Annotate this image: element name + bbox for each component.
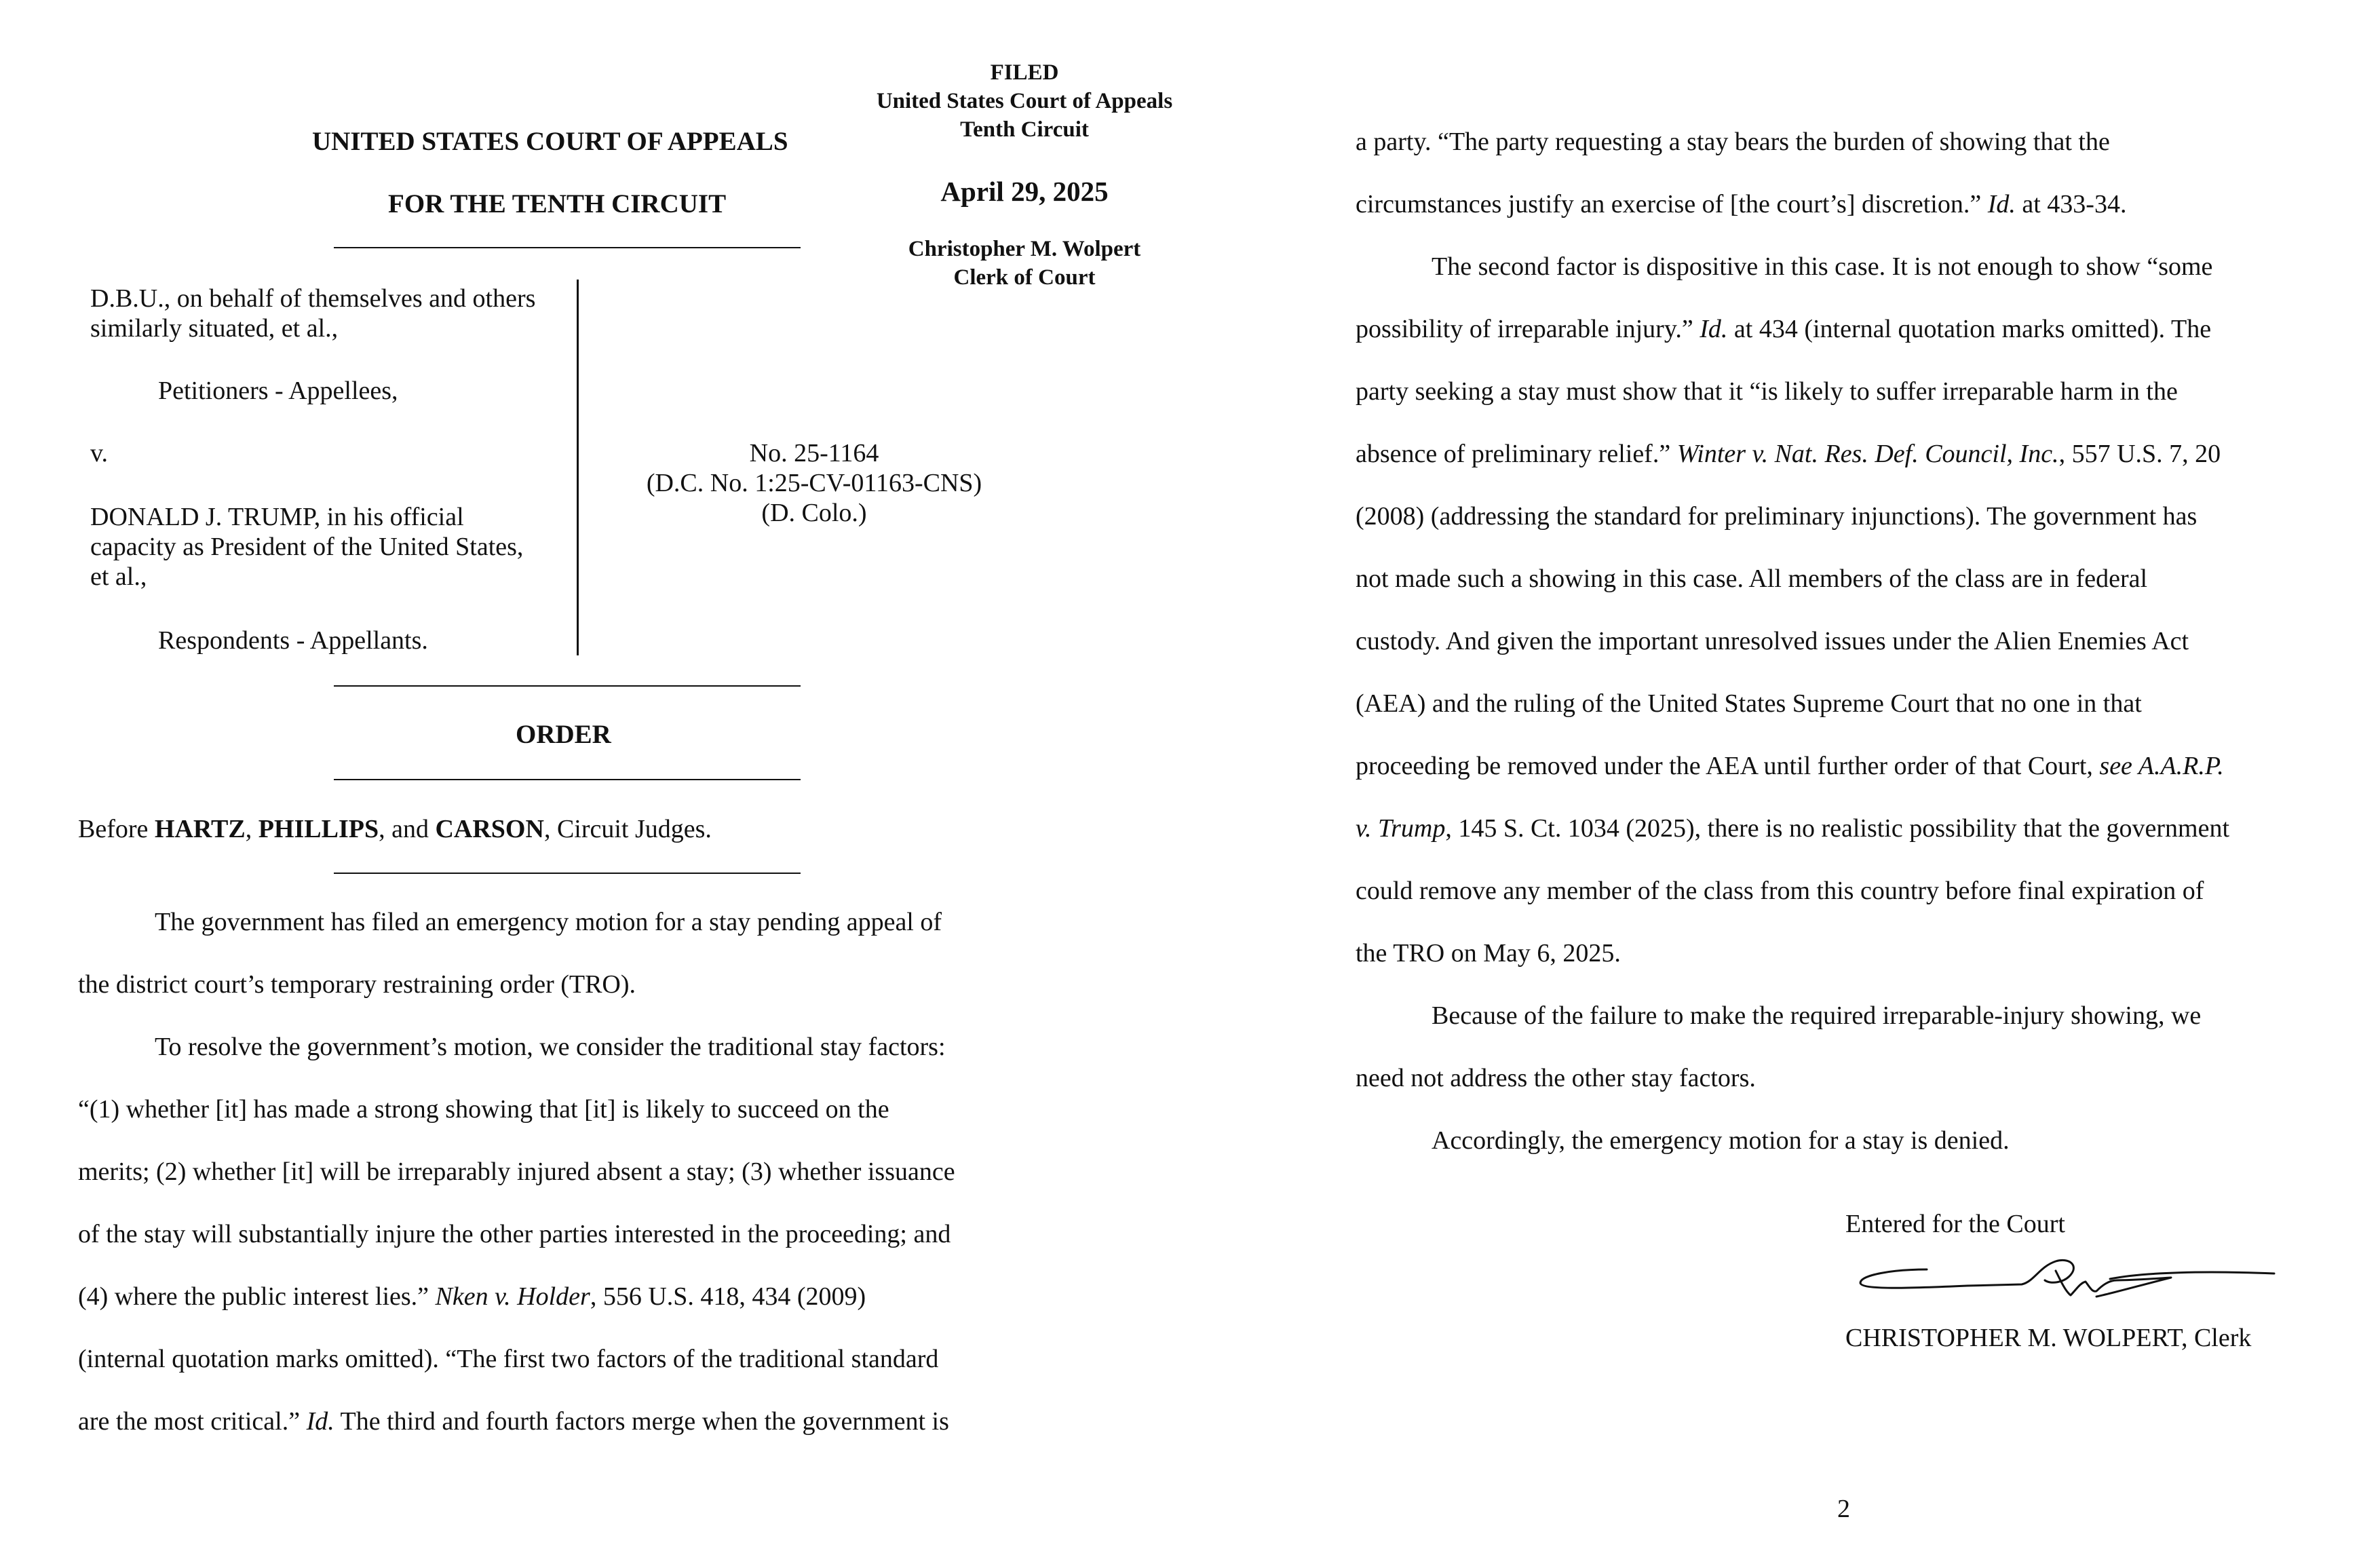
right-line-4c: at 434 (internal quotation marks omitted). The <box>1727 315 2212 343</box>
citation-id-2: Id. <box>1987 190 2016 218</box>
panel-sep-2: , and <box>379 815 436 843</box>
panel-rule <box>334 873 801 874</box>
left-line-8: (internal quotation marks omitted). “The first two factors of the traditional standard <box>78 1345 939 1373</box>
filed-circuit: Tenth Circuit <box>960 117 1089 142</box>
left-line-9c: The third and fourth factors merge when the government is <box>334 1407 949 1436</box>
citation-nken: Nken v. Holder <box>435 1282 590 1311</box>
left-line-4: “(1) whether [it] has made a strong showing that [it] is likely to succeed on the <box>78 1095 889 1124</box>
right-line-2a: circumstances justify an exercise of [the court’s] discretion.” <box>1356 190 1988 218</box>
left-line-1: The government has filed an emergency motion for a stay pending appeal of <box>155 908 942 936</box>
citation-aarp: see A.A.R.P. <box>2099 752 2224 780</box>
page-number: 2 <box>1837 1495 1850 1523</box>
petitioner-line-1: D.B.U., on behalf of themselves and others <box>90 284 536 313</box>
judge-carson: CARSON <box>435 815 544 843</box>
left-line-7 <box>78 1284 866 1309</box>
panel-sep-1: , <box>245 815 258 843</box>
filed-stamp <box>855 58 1194 144</box>
right-line-8: not made such a showing in this case. All members of the class are in federal <box>1356 564 2148 593</box>
versus: v. <box>90 439 109 467</box>
left-line-9 <box>78 1409 949 1434</box>
right-line-6 <box>1356 441 2221 467</box>
right-line-13: could remove any member of the class from this country before final expiration of <box>1356 877 2204 905</box>
right-line-16: need not address the other stay factors. <box>1356 1064 1756 1092</box>
district-court: (D. Colo.) <box>761 499 867 527</box>
caption-rule <box>334 685 801 687</box>
left-line-9a: are the most critical.” <box>78 1407 307 1436</box>
order-title: ORDER <box>516 720 611 749</box>
citation-winter: Winter v. Nat. Res. Def. Council, Inc. <box>1676 440 2059 468</box>
left-line-6: of the stay will substantially injure the other parties interested in the proceeding; and <box>78 1220 951 1248</box>
panel-line <box>78 816 712 842</box>
right-line-15: Because of the failure to make the required irreparable-injury showing, we <box>1432 1001 2202 1030</box>
circuit-header: FOR THE TENTH CIRCUIT <box>388 189 727 218</box>
left-line-7a: (4) where the public interest lies.” <box>78 1282 436 1311</box>
right-line-9: custody. And given the important unresolved issues under the Alien Enemies Act <box>1356 627 2189 655</box>
right-line-3: The second factor is dispositive in this case. It is not enough to show “some <box>1432 252 2213 281</box>
case-number: No. 25-1164 <box>749 439 879 467</box>
petitioner-role: Petitioners - Appellees, <box>158 377 398 405</box>
judge-phillips: PHILLIPS <box>258 815 379 843</box>
right-line-11a: proceeding be removed under the AEA until further order of that Court, <box>1356 752 2100 780</box>
right-line-14: the TRO on May 6, 2025. <box>1356 939 1621 968</box>
citation-trump: v. Trump <box>1356 814 1446 843</box>
filed-clerk-name: Christopher M. Wolpert <box>908 237 1141 261</box>
filed-label: FILED <box>990 60 1059 85</box>
right-line-10: (AEA) and the ruling of the United States Supreme Court that no one in that <box>1356 689 2142 718</box>
order-rule <box>334 779 801 780</box>
district-case-number: (D.C. No. 1:25-CV-01163-CNS) <box>646 469 982 497</box>
right-line-2c: at 433-34. <box>2015 190 2127 218</box>
right-line-7: (2008) (addressing the standard for preliminary injunctions). The government has <box>1356 502 2197 531</box>
judge-hartz: HARTZ <box>154 815 246 843</box>
respondent-line-1: DONALD J. TRUMP, in his official <box>90 503 464 531</box>
header-rule <box>334 247 801 248</box>
panel-before: Before <box>78 815 155 843</box>
left-line-7c: , 556 U.S. 418, 434 (2009) <box>590 1282 866 1311</box>
right-line-6c: , 557 U.S. 7, 20 <box>2058 440 2221 468</box>
right-line-5: party seeking a stay must show that it “is likely to suffer irreparable harm in the <box>1356 377 2178 406</box>
caption-divider <box>577 280 579 655</box>
citation-id-3: Id. <box>1700 315 1728 343</box>
right-line-11 <box>1356 753 2224 779</box>
right-line-6a: absence of preliminary relief.” <box>1356 440 1677 468</box>
right-line-4a: possibility of irreparable injury.” <box>1356 315 1700 343</box>
right-line-1: a party. “The party requesting a stay bears the burden of showing that the <box>1356 128 2110 156</box>
filed-clerk-title: Clerk of Court <box>953 265 1096 290</box>
entered-for-court: Entered for the Court <box>1845 1210 2065 1238</box>
respondent-line-3: et al., <box>90 562 147 591</box>
filed-date: April 29, 2025 <box>940 176 1109 207</box>
filed-court: United States Court of Appeals <box>876 89 1173 113</box>
respondent-line-2: capacity as President of the United States, <box>90 533 524 561</box>
left-line-2: the district court’s temporary restraining order (TRO). <box>78 970 636 999</box>
right-line-12 <box>1356 816 2229 841</box>
petitioner-line-2: similarly situated, et al., <box>90 314 339 343</box>
right-line-2 <box>1356 191 2126 217</box>
citation-id: Id. <box>306 1407 334 1436</box>
clerk-signature <box>1852 1252 2286 1306</box>
left-line-3: To resolve the government’s motion, we consider the traditional stay factors: <box>155 1033 946 1061</box>
right-line-12b: , 145 S. Ct. 1034 (2025), there is no realistic possibility that the government <box>1445 814 2230 843</box>
clerk-name: CHRISTOPHER M. WOLPERT, Clerk <box>1845 1324 2252 1352</box>
clerk-stamp <box>855 235 1194 292</box>
court-header: UNITED STATES COURT OF APPEALS <box>312 127 788 156</box>
respondent-role: Respondents - Appellants. <box>158 626 428 655</box>
left-line-5: merits; (2) whether [it] will be irreparably injured absent a stay; (3) whether issuance <box>78 1157 955 1186</box>
panel-suffix: , Circuit Judges. <box>543 815 712 843</box>
right-line-17: Accordingly, the emergency motion for a stay is denied. <box>1432 1126 2010 1155</box>
right-line-4 <box>1356 316 2211 342</box>
